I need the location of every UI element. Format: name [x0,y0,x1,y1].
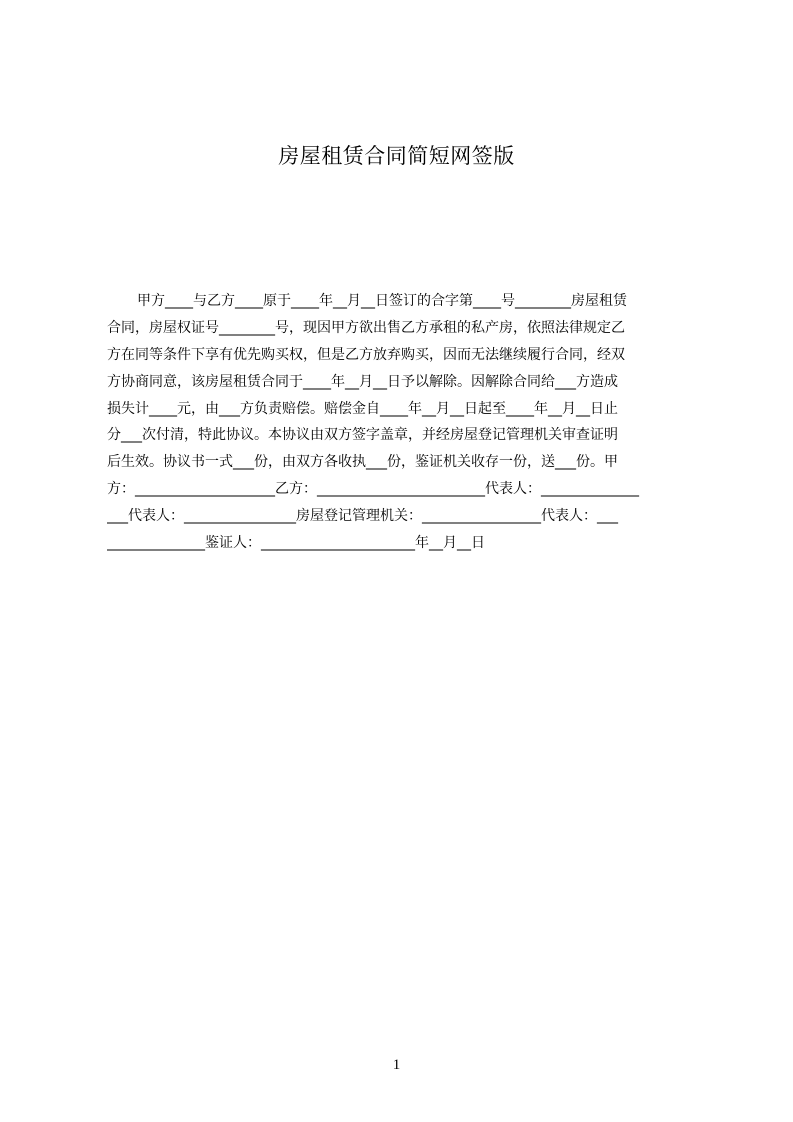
body-line-7: 后生效。协议书一式___份，由双方各收执___份，鉴证机关收存一份，送___份。甲 [107,454,618,471]
page-number: 1 [392,1057,401,1073]
body-line-5: 损失计____元，由___方负责赔偿。赔偿金自____年__月__日起至____年__月__日止 [107,400,618,417]
body-line-6: 分___次付清，特此协议。本协议由双方签字盖章，并经房屋登记管理机关审查证明 [107,427,618,444]
signature-line-3: ______________鉴证人：______________________年__月__日 [107,535,485,552]
body-line-3: 方在同等条件下享有优先购买权，但是乙方放弃购买，因而无法继续履行合同，经双 [107,346,625,363]
signature-line-1: 方：____________________乙方：________________________代表人：______________ [107,481,639,498]
body-line-4: 方协商同意，该房屋租赁合同于____年__月__日予以解除。因解除合同给___方造成 [107,373,618,390]
body-line-1: 甲方____与乙方____原于____年__月__日签订的合字第____号________房屋租赁 [137,293,627,309]
body-line-2: 合同，房屋权证号________号，现因甲方欲出售乙方承租的私产房，依照法律规定乙 [107,319,625,336]
document-title: 房屋租赁合同简短网签版 [278,144,515,168]
contract-body [107,288,697,557]
signature-line-2: ___代表人：________________房屋登记管理机关：_________________代表人：___ [107,508,618,525]
